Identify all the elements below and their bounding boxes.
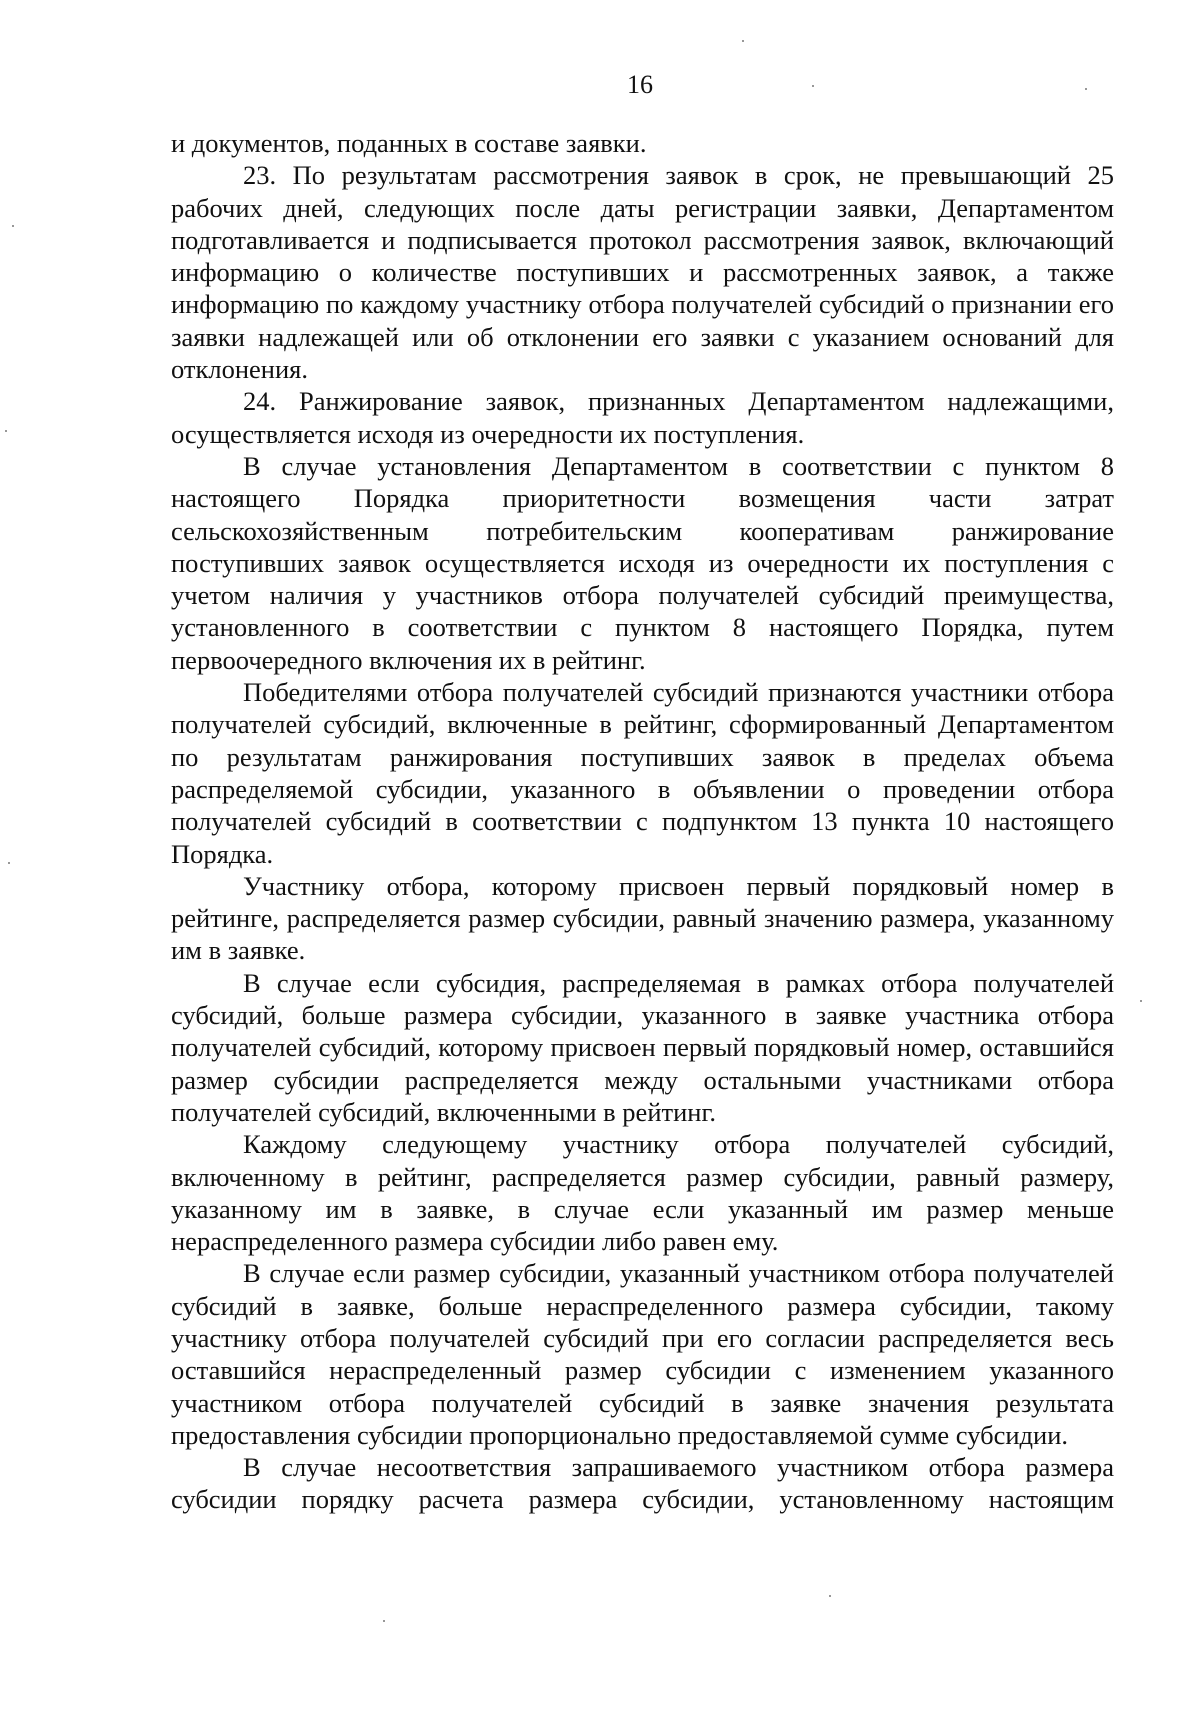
paragraph-next-participant: Каждому следующему участнику отбора получателей субсидий, включенному в рейтинг, распределяется размер субсидии, равный размеру, указанному им в заявке, в случае если указанный им размер меньше нераспределенного размера субсидии либо равен ему. [171, 1129, 1114, 1257]
scan-speck [1085, 88, 1087, 90]
paragraph-winners: Победителями отбора получателей субсидий признаются участники отбора получателей субсидий, включенные в рейтинг, сформированный Департаментом по результатам ранжирования поступивших заявок в пределах объема распределяемой субсидии, указанного в объявлении о проведении отбора получателей субсидий в соответствии с подпунктом 13 пункта 10 настоящего Порядка. [171, 677, 1114, 869]
scan-speck [829, 1595, 831, 1597]
scan-speck [8, 862, 10, 864]
document-body [171, 127, 1114, 1516]
scan-speck [5, 430, 7, 432]
scan-speck [1140, 1000, 1142, 1002]
scan-speck [383, 1620, 385, 1622]
paragraph-continuation: и документов, поданных в составе заявки. [171, 128, 647, 158]
paragraph-exceeding-amount: В случае если размер субсидии, указанный участником отбора получателей субсидий в заявке, больше нераспределенного размера субсидии, такому участнику отбора получателей субсидий при его согласии распределяется весь оставшийся нераспределенный размер субсидии с изменением указанного участником отбора получателей субсидий в заявке значения результата предоставления субсидии пропорционально предоставляемой сумме субсидии. [171, 1258, 1114, 1450]
scan-speck [812, 85, 814, 87]
scan-speck [742, 40, 744, 42]
paragraph-first-participant: Участнику отбора, которому присвоен первый порядковый номер в рейтинге, распределяется размер субсидии, равный значению размера, указанному им в заявке. [171, 870, 1114, 966]
scan-speck [12, 225, 14, 227]
paragraph-remaining-subsidy: В случае если субсидия, распределяемая в рамках отбора получателей субсидий, больше размера субсидии, указанного в заявке участника отбора получателей субсидий, которому присвоен первый порядковый номер, оставшийся размер субсидии распределяется между остальными участниками отбора получателей субсидий, включенными в рейтинг. [171, 967, 1114, 1127]
page-number: 16 [627, 70, 653, 99]
paragraph-mismatch: В случае несоответствия запрашиваемого участником отбора размера субсидии порядку расчета размера субсидии, установленному настоящим [171, 1452, 1114, 1515]
paragraph-priority-ranking: В случае установления Департаментом в соответствии с пунктом 8 настоящего Порядка приоритетности возмещения части затрат сельскохозяйственным потребительским кооперативам ранжирование поступивших заявок осуществляется исходя из очередности их поступления с учетом наличия у участников отбора получателей субсидий преимущества, установленного в соответствии с пунктом 8 настоящего Порядка, путем первоочередного включения их в рейтинг. [171, 450, 1114, 675]
paragraph-item-24: 24. Ранжирование заявок, признанных Департаментом надлежащими, осуществляется исходя из очередности их поступления. [171, 386, 1114, 449]
paragraph-item-23: 23. По результатам рассмотрения заявок в срок, не превышающий 25 рабочих дней, следующих после даты регистрации заявки, Департаментом подготавливается и подписывается протокол рассмотрения заявок, включающий информацию о количестве поступивших и рассмотренных заявок, а также информацию по каждому участнику отбора получателей субсидий о признании его заявки надлежащей или об отклонении его заявки с указанием оснований для отклонения. [171, 160, 1114, 385]
